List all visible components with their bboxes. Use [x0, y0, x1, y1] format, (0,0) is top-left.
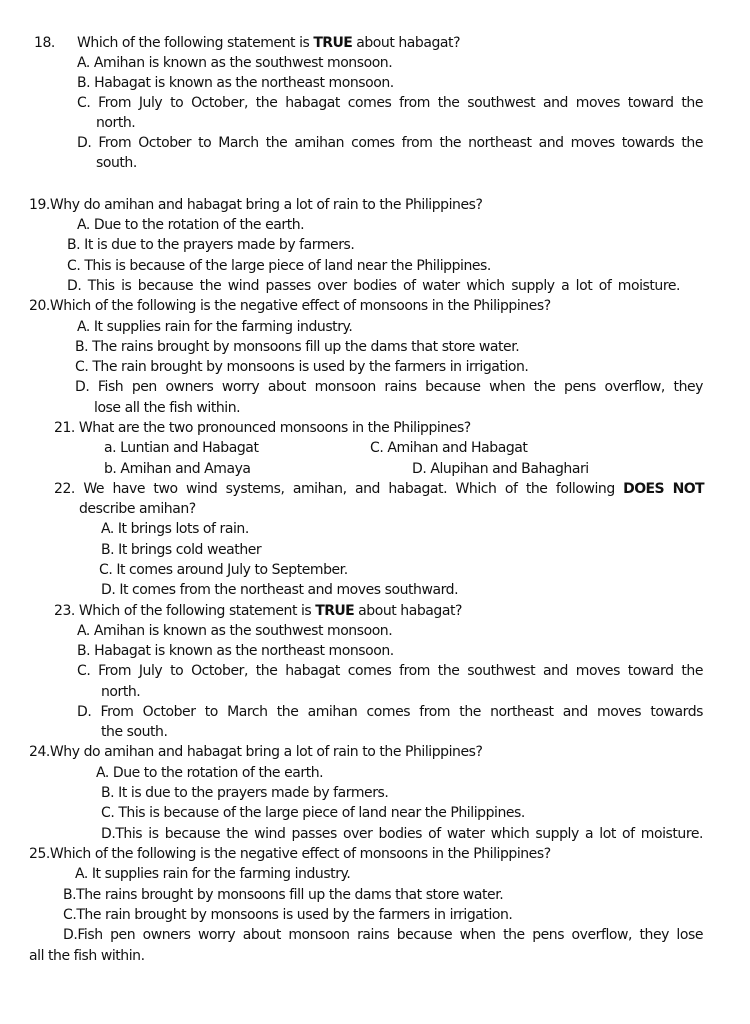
q21-option-a: a. Luntian and Habagat [104, 440, 259, 456]
q23-option-a: A. Amihan is known as the southwest monsoon. [77, 623, 393, 639]
q23-option-b: B. Habagat is known as the northeast monsoon. [77, 643, 394, 659]
q23-stem: 23. Which of the following statement is TRUE about habagat? [54, 603, 462, 619]
q22-option-c: C. It comes around July to September. [99, 562, 348, 578]
q19-option-d: D. This is because the wind passes over bodies of water which supply a lot of moisture. [67, 278, 680, 294]
q20-option-d-cont: lose all the fish within. [94, 400, 241, 416]
q23-option-d: D. From October to March the amihan comes from the northeast and moves towards [77, 704, 703, 720]
q19-option-a: A. Due to the rotation of the earth. [77, 217, 305, 233]
q18-option-b: B. Habagat is known as the northeast monsoon. [77, 75, 394, 91]
q18-option-c-cont: north. [96, 115, 136, 131]
q25-option-d-cont: all the fish within. [29, 948, 145, 964]
q20-option-c: C. The rain brought by monsoons is used by the farmers in irrigation. [75, 359, 529, 375]
q22-stem: 22. We have two wind systems, amihan, and habagat. Which of the following DOES NOT [54, 481, 704, 497]
q18-option-a: A. Amihan is known as the southwest monsoon. [77, 55, 393, 71]
q20-option-b: B. The rains brought by monsoons fill up the dams that store water. [75, 339, 520, 355]
q21-option-d: D. Alupihan and Bahaghari [412, 461, 589, 477]
q24-option-b: B. It is due to the prayers made by farmers. [101, 785, 389, 801]
q18-option-d: D. From October to March the amihan comes from the northeast and moves towards the [77, 135, 703, 151]
q24-option-d: D.This is because the wind passes over bodies of water which supply a lot of moisture. [101, 826, 703, 842]
q18-stem: Which of the following statement is TRUE about habagat? [77, 35, 461, 51]
q19-stem: 19.Why do amihan and habagat bring a lot of rain to the Philippines? [29, 197, 483, 213]
q20-stem: 20.Which of the following is the negative effect of monsoons in the Philippines? [29, 298, 551, 314]
q22-option-d: D. It comes from the northeast and moves southward. [101, 582, 459, 598]
q19-option-b: B. It is due to the prayers made by farmers. [67, 237, 355, 253]
q24-option-a: A. Due to the rotation of the earth. [96, 765, 324, 781]
q21-option-b: b. Amihan and Amaya [104, 461, 251, 477]
q23-option-c: C. From July to October, the habagat comes from the southwest and moves toward the [77, 663, 703, 679]
q22-stem-cont: describe amihan? [79, 501, 196, 517]
q18-option-c: C. From July to October, the habagat comes from the southwest and moves toward the [77, 95, 703, 111]
q22-option-b: B. It brings cold weather [101, 542, 262, 558]
q23-option-c-cont: north. [101, 684, 141, 700]
q25-stem: 25.Which of the following is the negative effect of monsoons in the Philippines? [29, 846, 551, 862]
q25-option-d: D.Fish pen owners worry about monsoon rains because when the pens overflow, they lose [63, 927, 703, 943]
q21-stem: 21. What are the two pronounced monsoons in the Philippines? [54, 420, 471, 436]
q24-stem: 24.Why do amihan and habagat bring a lot of rain to the Philippines? [29, 744, 483, 760]
q20-option-a: A. It supplies rain for the farming industry. [77, 319, 353, 335]
q18-number: 18. [34, 35, 55, 51]
q25-option-c: C.The rain brought by monsoons is used by the farmers in irrigation. [63, 907, 513, 923]
q19-option-c: C. This is because of the large piece of land near the Philippines. [67, 258, 491, 274]
q24-option-c: C. This is because of the large piece of land near the Philippines. [101, 805, 525, 821]
q25-option-a: A. It supplies rain for the farming industry. [75, 866, 351, 882]
q22-option-a: A. It brings lots of rain. [101, 521, 249, 537]
q20-option-d: D. Fish pen owners worry about monsoon rains because when the pens overflow, they [75, 379, 703, 395]
q25-option-b: B.The rains brought by monsoons fill up the dams that store water. [63, 887, 504, 903]
q23-option-d-cont: the south. [101, 724, 168, 740]
q21-option-c: C. Amihan and Habagat [370, 440, 528, 456]
q18-option-d-cont: south. [96, 155, 137, 171]
